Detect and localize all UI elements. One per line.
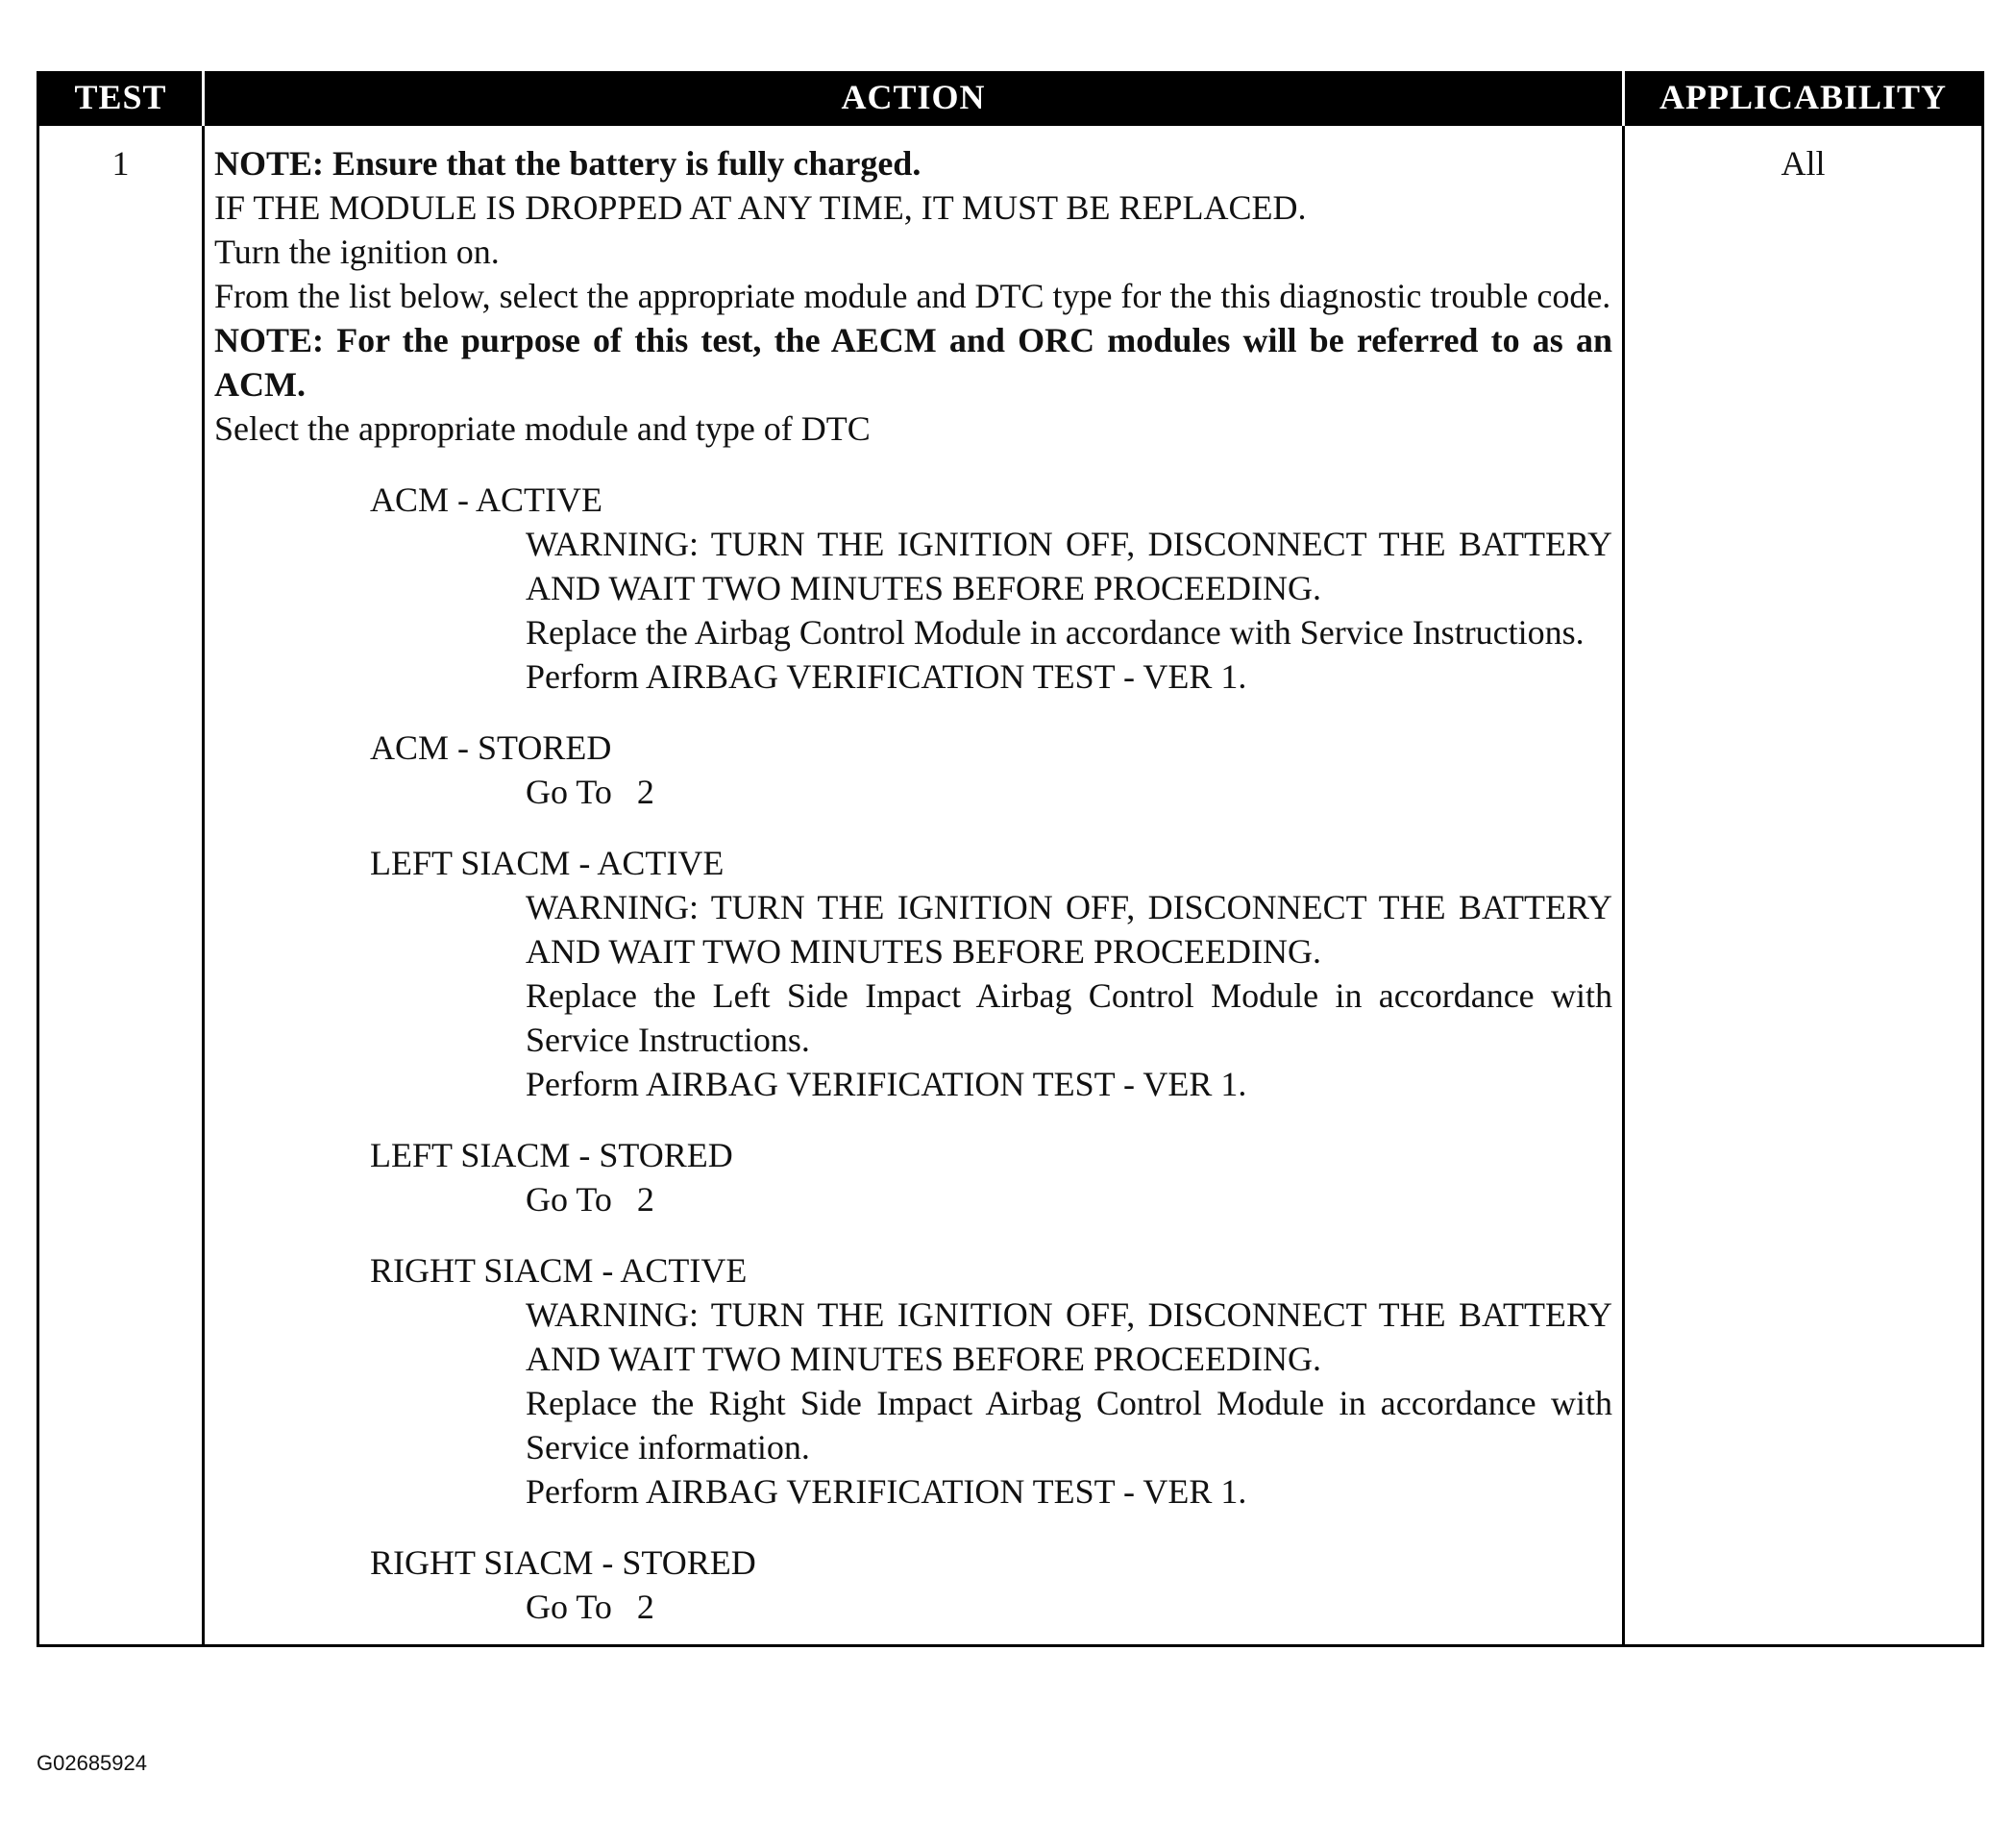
option-title: ACM - STORED [370,728,612,767]
note-battery: NOTE: Ensure that the battery is fully charged. [214,144,921,183]
goto-target-link[interactable]: 2 [636,773,654,811]
list-item [214,1540,1612,1629]
diagnostic-test-table [37,71,1984,1647]
option-verification-step: Perform AIRBAG VERIFICATION TEST - VER 1. [526,1065,1247,1103]
figure-id: G02685924 [37,1751,147,1775]
goto-label: Go To [526,773,612,811]
option-warning: WARNING: TURN THE IGNITION OFF, DISCONNECT THE BATTERY AND WAIT TWO MINUTES BEFORE PROCEEDING. [526,888,1612,971]
test-number: 1 [38,125,204,1646]
goto-line [526,770,1612,814]
applicability-value: All [1624,125,1983,1646]
table-row [38,125,1983,1646]
header-action: ACTION [204,71,1624,125]
select-instruction: From the list below, select the appropriate module and DTC type for the this diagnostic trouble code. [214,277,1611,315]
option-verification-step: Perform AIRBAG VERIFICATION TEST - VER 1. [526,1472,1247,1511]
option-title: LEFT SIACM - STORED [370,1136,733,1174]
list-item [214,478,1612,699]
intro-block [214,141,1612,451]
option-replace-instruction: Replace the Airbag Control Module in accordance with Service Instructions. [526,613,1585,652]
goto-target-link[interactable]: 2 [636,1588,654,1626]
list-item [214,726,1612,814]
goto-line [526,1585,1612,1629]
header-test: TEST [38,71,204,125]
list-item [214,841,1612,1106]
ignition-on-step: Turn the ignition on. [214,233,500,271]
option-title: RIGHT SIACM - ACTIVE [370,1251,748,1290]
option-replace-instruction: Replace the Left Side Impact Airbag Control Module in accordance with Service Instructions. [526,976,1612,1059]
list-item [214,1133,1612,1221]
note-acm-definition: NOTE: For the purpose of this test, the AECM and ORC modules will be referred to as an ACM. [214,321,1612,404]
option-title: ACM - ACTIVE [370,480,602,519]
option-title: RIGHT SIACM - STORED [370,1543,756,1582]
action-cell [204,125,1624,1646]
option-warning: WARNING: TURN THE IGNITION OFF, DISCONNECT THE BATTERY AND WAIT TWO MINUTES BEFORE PROCEEDING. [526,1295,1612,1378]
option-title: LEFT SIACM - ACTIVE [370,844,725,882]
goto-line [526,1177,1612,1221]
goto-label: Go To [526,1588,612,1626]
option-verification-step: Perform AIRBAG VERIFICATION TEST - VER 1. [526,657,1247,696]
goto-target-link[interactable]: 2 [636,1180,654,1219]
module-dropped-warning: IF THE MODULE IS DROPPED AT ANY TIME, IT MUST BE REPLACED. [214,188,1307,227]
option-replace-instruction: Replace the Right Side Impact Airbag Control Module in accordance with Service information. [526,1384,1612,1466]
table-header-row [38,71,1983,125]
select-module-prompt: Select the appropriate module and type of DTC [214,409,871,448]
option-warning: WARNING: TURN THE IGNITION OFF, DISCONNECT THE BATTERY AND WAIT TWO MINUTES BEFORE PROCEEDING. [526,525,1612,607]
header-applicability: APPLICABILITY [1624,71,1983,125]
goto-label: Go To [526,1180,612,1219]
list-item [214,1248,1612,1514]
module-option-list [214,478,1612,1629]
